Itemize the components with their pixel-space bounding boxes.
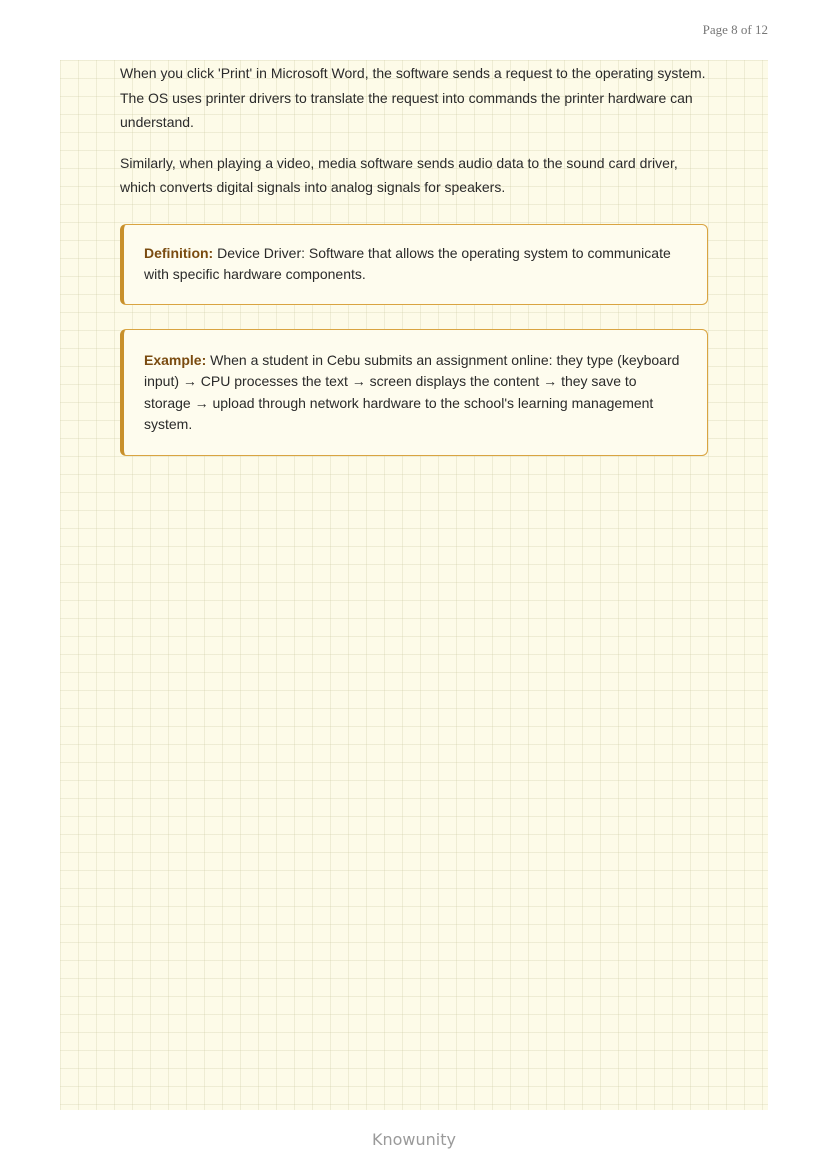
example-text: When a student in Cebu submits an assignment online: they type (keyboard input) → CPU processes the text → screen displays the content → they save to storage → upload through network hardware to the school's learning management system.: [144, 351, 680, 432]
definition-label: Definition:: [144, 244, 214, 261]
paragraph-print-example: When you click 'Print' in Microsoft Word, the software sends a request to the operating system. The OS uses printer drivers to translate the request into commands the printer hardware can understand.: [120, 65, 706, 130]
footer-brand: Knowunity: [372, 1130, 456, 1149]
page-content: [120, 60, 708, 456]
definition-text: Device Driver: Software that allows the operating system to communicate with specific hardware components.: [144, 244, 671, 282]
grid-paper-sheet: [60, 60, 768, 1110]
example-callout: [120, 329, 708, 456]
definition-callout: [120, 224, 708, 305]
page-number: Page 8 of 12: [702, 22, 768, 37]
paragraph-video-example: Similarly, when playing a video, media software sends audio data to the sound card driver, which converts digital signals into analog signals for speakers.: [120, 154, 678, 195]
example-label: Example:: [144, 351, 207, 368]
